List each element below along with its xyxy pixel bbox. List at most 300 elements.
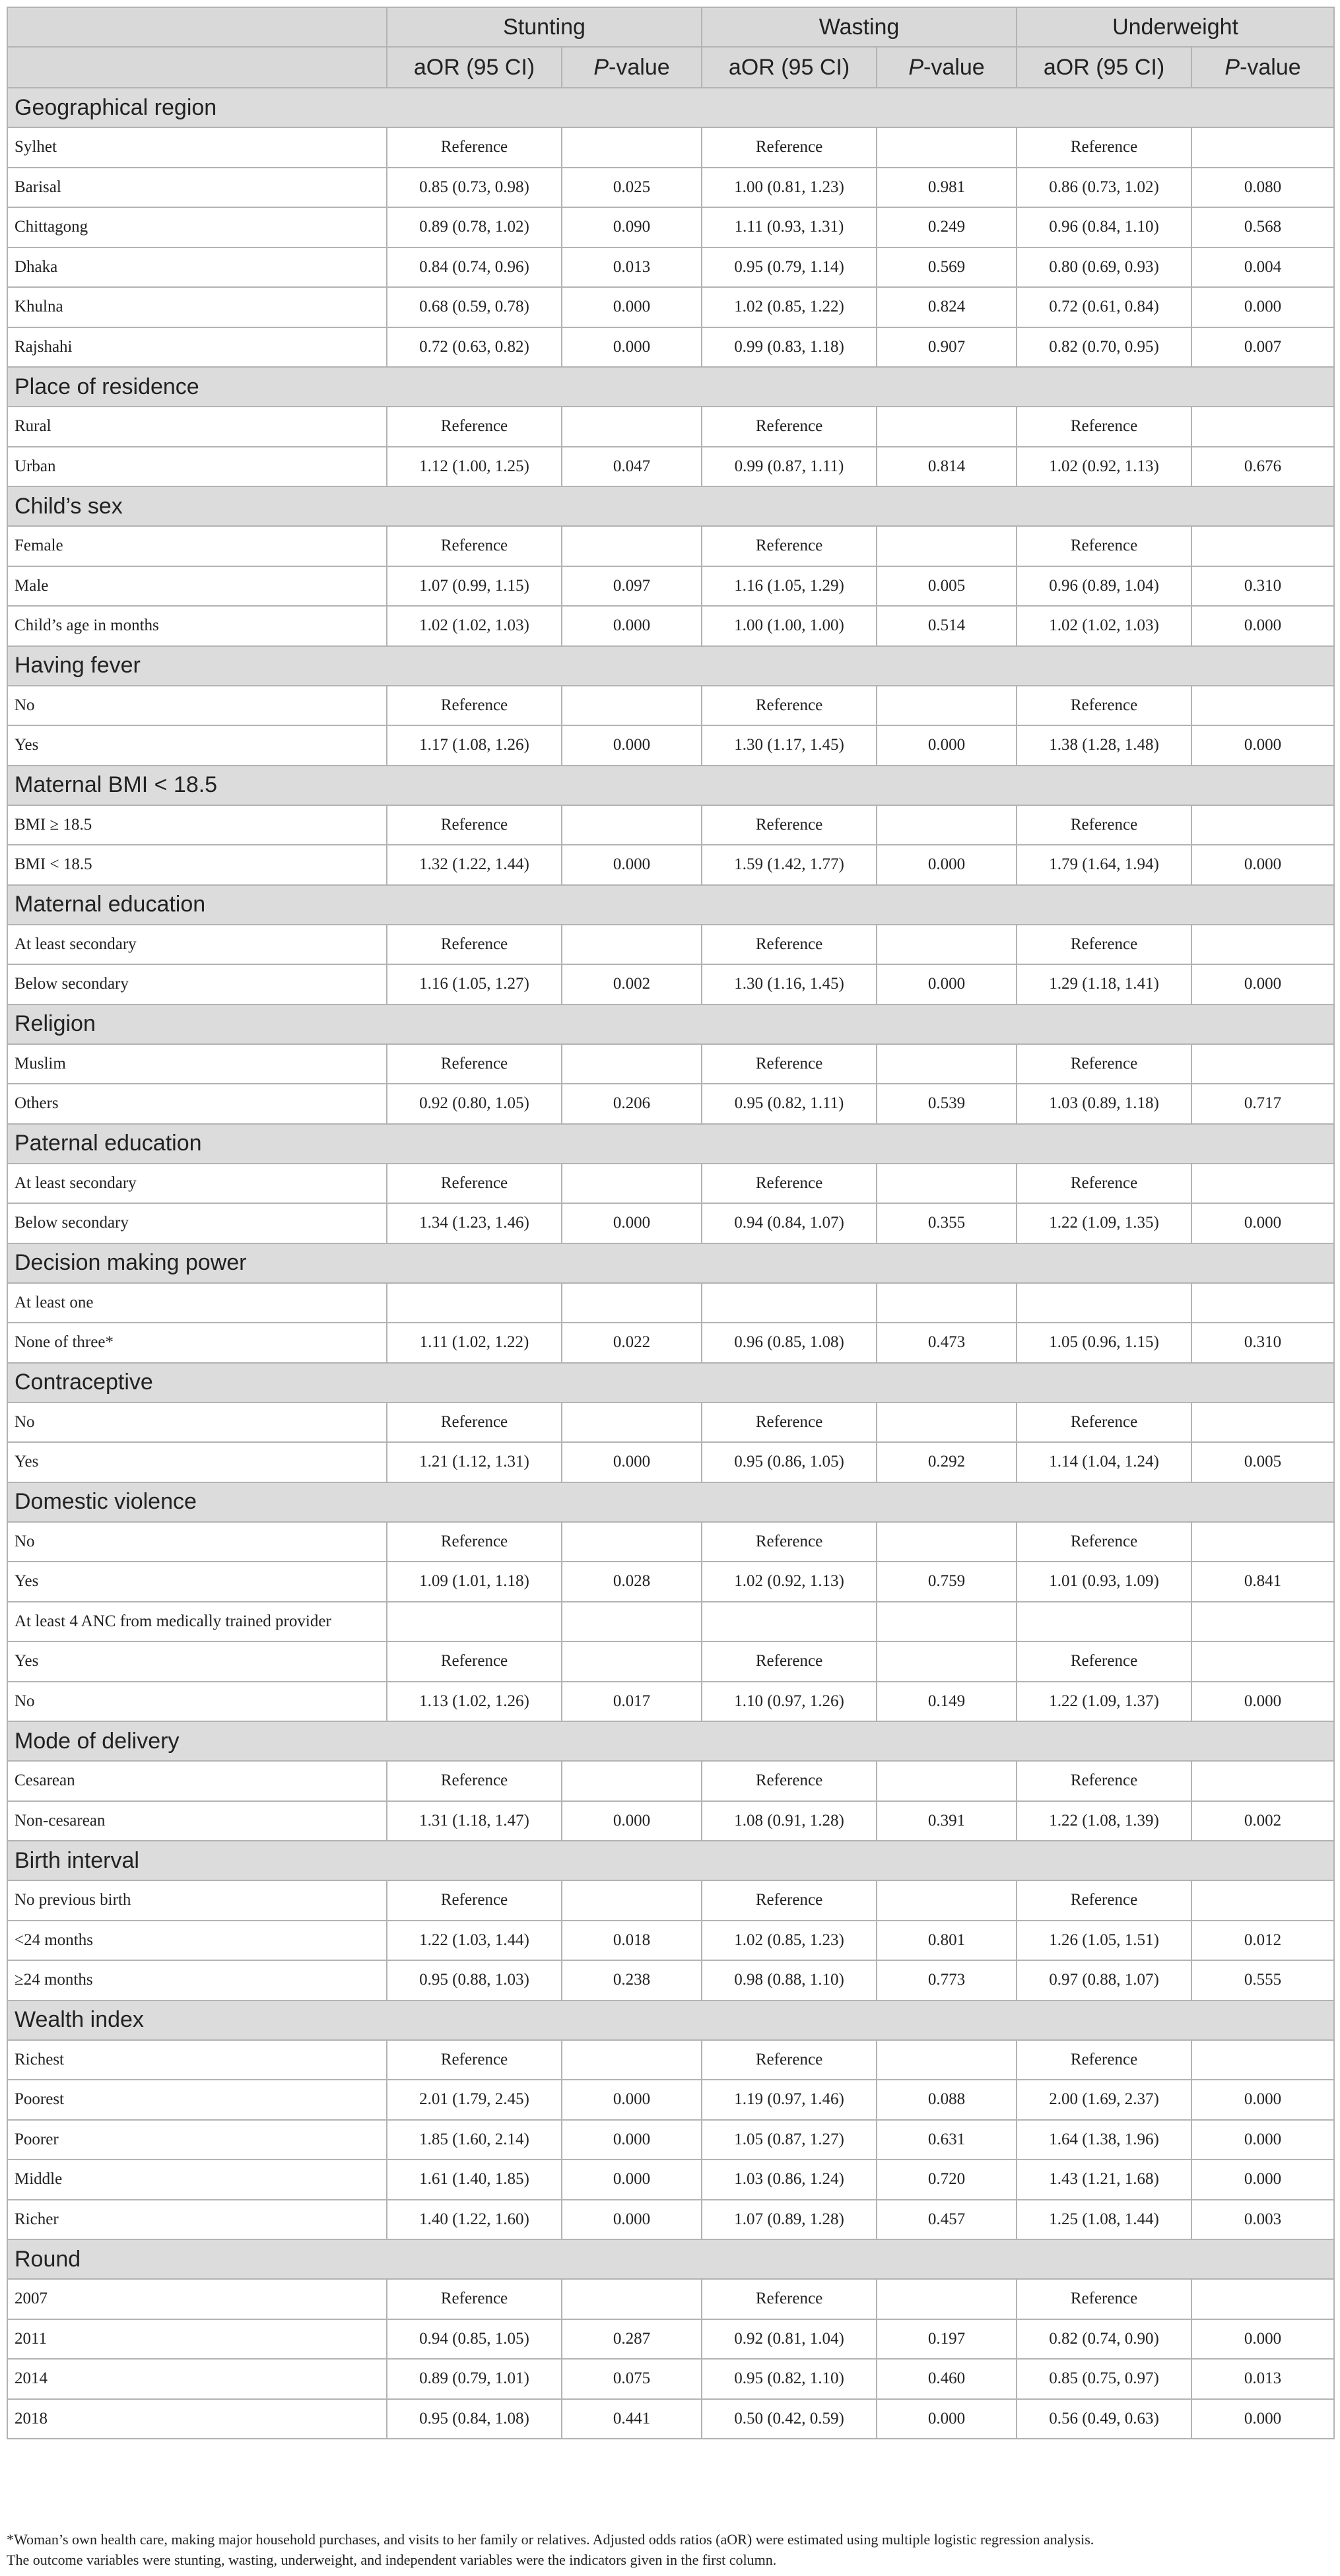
underweight-aor: 1.02 (1.02, 1.03) — [1017, 606, 1191, 646]
underweight-p-value: 0.841 — [1191, 1562, 1334, 1602]
table-row — [7, 127, 1334, 168]
stunting-p-value — [562, 407, 702, 447]
wasting-aor: Reference — [702, 686, 877, 726]
wasting-aor: 1.59 (1.42, 1.77) — [702, 845, 877, 885]
wasting-aor: 0.95 (0.82, 1.10) — [702, 2359, 877, 2399]
stunting-p-value — [562, 1880, 702, 1921]
table-row — [7, 1960, 1334, 2000]
stunting-p-value — [562, 2040, 702, 2080]
wasting-p-value — [877, 1641, 1017, 1682]
header-row-groups — [7, 7, 1334, 47]
table-row — [7, 2120, 1334, 2160]
stunting-aor: Reference — [387, 1403, 562, 1443]
stunting-p-value: 0.000 — [562, 1203, 702, 1243]
wasting-p-value — [877, 686, 1017, 726]
underweight-aor — [1017, 1602, 1191, 1642]
stunting-aor: 0.89 (0.78, 1.02) — [387, 207, 562, 248]
row-label: Male — [7, 566, 387, 607]
wasting-aor: 0.95 (0.79, 1.14) — [702, 248, 877, 288]
stunting-p-value: 0.000 — [562, 2120, 702, 2160]
wasting-p-value: 0.720 — [877, 2160, 1017, 2200]
underweight-p-value: 0.000 — [1191, 2319, 1334, 2360]
stunting-aor: 1.21 (1.12, 1.31) — [387, 1442, 562, 1482]
wasting-p-value: 0.814 — [877, 447, 1017, 487]
underweight-aor: 1.79 (1.64, 1.94) — [1017, 845, 1191, 885]
table-row — [7, 686, 1334, 726]
header-aor: aOR (95 CI) — [702, 47, 877, 88]
row-label: At least one — [7, 1283, 387, 1323]
row-label: At least 4 ANC from medically trained provider — [7, 1602, 387, 1642]
wasting-p-value: 0.907 — [877, 327, 1017, 368]
underweight-p-value — [1191, 407, 1334, 447]
stunting-aor: 1.02 (1.02, 1.03) — [387, 606, 562, 646]
underweight-p-value: 0.676 — [1191, 447, 1334, 487]
wasting-p-value: 0.824 — [877, 287, 1017, 327]
section-header-row — [7, 2239, 1334, 2279]
wasting-p-value: 0.539 — [877, 1084, 1017, 1124]
wasting-p-value: 0.473 — [877, 1323, 1017, 1363]
footnote-line-2: The outcome variables were stunting, wasting, underweight, and independent variables were the indicators given in the first column. — [7, 2552, 777, 2568]
table-row — [7, 1164, 1334, 1204]
table-body — [7, 88, 1334, 2439]
underweight-p-value — [1191, 1761, 1334, 1801]
underweight-p-value: 0.310 — [1191, 566, 1334, 607]
underweight-p-value: 0.000 — [1191, 287, 1334, 327]
underweight-p-value: 0.000 — [1191, 606, 1334, 646]
row-label: Non-cesarean — [7, 1801, 387, 1841]
row-label: Urban — [7, 447, 387, 487]
table-row — [7, 725, 1334, 766]
stunting-p-value — [562, 1403, 702, 1443]
underweight-aor: 0.80 (0.69, 0.93) — [1017, 248, 1191, 288]
stunting-p-value — [562, 686, 702, 726]
wasting-p-value: 0.631 — [877, 2120, 1017, 2160]
underweight-p-value: 0.310 — [1191, 1323, 1334, 1363]
stunting-p-value — [562, 1761, 702, 1801]
wasting-p-value — [877, 2279, 1017, 2319]
section-title: Wealth index — [7, 2000, 1334, 2040]
row-label: Chittagong — [7, 207, 387, 248]
section-title: Religion — [7, 1005, 1334, 1044]
wasting-p-value: 0.149 — [877, 1682, 1017, 1722]
stunting-p-value: 0.238 — [562, 1960, 702, 2000]
section-header-row — [7, 1243, 1334, 1283]
table-row — [7, 1761, 1334, 1801]
underweight-p-value: 0.012 — [1191, 1921, 1334, 1961]
wasting-aor: 1.07 (0.89, 1.28) — [702, 2200, 877, 2240]
section-header-row — [7, 885, 1334, 925]
wasting-aor: Reference — [702, 805, 877, 845]
row-label: No — [7, 1522, 387, 1562]
wasting-aor: 1.02 (0.92, 1.13) — [702, 1562, 877, 1602]
underweight-p-value: 0.002 — [1191, 1801, 1334, 1841]
wasting-p-value: 0.460 — [877, 2359, 1017, 2399]
underweight-p-value — [1191, 127, 1334, 168]
underweight-p-value: 0.007 — [1191, 327, 1334, 368]
underweight-p-value: 0.000 — [1191, 2120, 1334, 2160]
row-label: BMI ≥ 18.5 — [7, 805, 387, 845]
wasting-aor: 0.95 (0.82, 1.11) — [702, 1084, 877, 1124]
table-row — [7, 1203, 1334, 1243]
header-aor: aOR (95 CI) — [387, 47, 562, 88]
wasting-aor: 1.16 (1.05, 1.29) — [702, 566, 877, 607]
underweight-aor: Reference — [1017, 1403, 1191, 1443]
row-label: ≥24 months — [7, 1960, 387, 2000]
wasting-p-value — [877, 1880, 1017, 1921]
table-row — [7, 1084, 1334, 1124]
section-header-row — [7, 1363, 1334, 1403]
stunting-p-value: 0.000 — [562, 2160, 702, 2200]
stunting-aor: Reference — [387, 1164, 562, 1204]
stunting-aor: Reference — [387, 1044, 562, 1084]
stunting-aor: 0.92 (0.80, 1.05) — [387, 1084, 562, 1124]
underweight-aor: Reference — [1017, 686, 1191, 726]
table-row — [7, 566, 1334, 607]
stunting-p-value: 0.000 — [562, 287, 702, 327]
table-row — [7, 2279, 1334, 2319]
table-row — [7, 1921, 1334, 1961]
stunting-aor: 1.11 (1.02, 1.22) — [387, 1323, 562, 1363]
stunting-p-value: 0.075 — [562, 2359, 702, 2399]
underweight-aor: 0.56 (0.49, 0.63) — [1017, 2399, 1191, 2439]
wasting-p-value — [877, 1164, 1017, 1204]
underweight-p-value: 0.568 — [1191, 207, 1334, 248]
underweight-p-value: 0.005 — [1191, 1442, 1334, 1482]
stunting-aor: 0.95 (0.84, 1.08) — [387, 2399, 562, 2439]
stunting-aor: 1.31 (1.18, 1.47) — [387, 1801, 562, 1841]
underweight-aor: Reference — [1017, 1164, 1191, 1204]
stunting-aor: 1.22 (1.03, 1.44) — [387, 1921, 562, 1961]
stunting-aor: 0.94 (0.85, 1.05) — [387, 2319, 562, 2360]
table-row — [7, 1801, 1334, 1841]
wasting-p-value: 0.000 — [877, 964, 1017, 1005]
underweight-p-value: 0.000 — [1191, 1203, 1334, 1243]
section-header-row — [7, 1124, 1334, 1164]
stunting-aor: 1.09 (1.01, 1.18) — [387, 1562, 562, 1602]
table-row — [7, 1442, 1334, 1482]
wasting-p-value: 0.000 — [877, 725, 1017, 766]
stunting-p-value: 0.047 — [562, 447, 702, 487]
row-label: 2007 — [7, 2279, 387, 2319]
underweight-aor: 0.96 (0.89, 1.04) — [1017, 566, 1191, 607]
stunting-p-value: 0.090 — [562, 207, 702, 248]
table-row — [7, 1403, 1334, 1443]
row-label: Cesarean — [7, 1761, 387, 1801]
wasting-aor: 1.00 (1.00, 1.00) — [702, 606, 877, 646]
underweight-aor: 2.00 (1.69, 2.37) — [1017, 2080, 1191, 2120]
table-row — [7, 1880, 1334, 1921]
stunting-aor: Reference — [387, 1880, 562, 1921]
stunting-p-value — [562, 805, 702, 845]
table-row — [7, 2399, 1334, 2439]
wasting-aor: 0.99 (0.83, 1.18) — [702, 327, 877, 368]
wasting-p-value — [877, 1044, 1017, 1084]
stunting-aor: Reference — [387, 925, 562, 965]
header-p-value: P-value — [1191, 47, 1334, 88]
section-header-row — [7, 88, 1334, 127]
underweight-p-value — [1191, 1880, 1334, 1921]
wasting-p-value — [877, 1403, 1017, 1443]
wasting-p-value — [877, 925, 1017, 965]
wasting-p-value — [877, 526, 1017, 566]
underweight-p-value: 0.000 — [1191, 2160, 1334, 2200]
row-label: Sylhet — [7, 127, 387, 168]
header-p-value: P-value — [562, 47, 702, 88]
wasting-p-value: 0.088 — [877, 2080, 1017, 2120]
stunting-aor: Reference — [387, 1761, 562, 1801]
underweight-aor: Reference — [1017, 1761, 1191, 1801]
results-table-container — [7, 7, 1333, 2439]
underweight-p-value: 0.717 — [1191, 1084, 1334, 1124]
stunting-p-value: 0.000 — [562, 2080, 702, 2120]
wasting-p-value: 0.005 — [877, 566, 1017, 607]
underweight-p-value — [1191, 686, 1334, 726]
section-header-row — [7, 766, 1334, 805]
section-header-row — [7, 1005, 1334, 1044]
row-label: No previous birth — [7, 1880, 387, 1921]
stunting-aor: Reference — [387, 127, 562, 168]
table-row — [7, 964, 1334, 1005]
stunting-p-value — [562, 1522, 702, 1562]
table-row — [7, 526, 1334, 566]
wasting-p-value — [877, 407, 1017, 447]
wasting-aor: Reference — [702, 2040, 877, 2080]
stunting-p-value: 0.013 — [562, 248, 702, 288]
stunting-aor: 0.68 (0.59, 0.78) — [387, 287, 562, 327]
wasting-p-value: 0.514 — [877, 606, 1017, 646]
wasting-p-value — [877, 805, 1017, 845]
underweight-aor: 1.03 (0.89, 1.18) — [1017, 1084, 1191, 1124]
stunting-p-value: 0.441 — [562, 2399, 702, 2439]
section-title: Geographical region — [7, 88, 1334, 127]
wasting-p-value: 0.000 — [877, 845, 1017, 885]
wasting-aor: Reference — [702, 925, 877, 965]
table-footnote — [7, 2529, 1333, 2570]
section-header-row — [7, 2000, 1334, 2040]
row-label: Richer — [7, 2200, 387, 2240]
table-row — [7, 447, 1334, 487]
stunting-aor: 1.16 (1.05, 1.27) — [387, 964, 562, 1005]
row-label: Others — [7, 1084, 387, 1124]
table-row — [7, 168, 1334, 208]
wasting-aor: 0.50 (0.42, 0.59) — [702, 2399, 877, 2439]
stunting-p-value — [562, 925, 702, 965]
underweight-p-value — [1191, 1044, 1334, 1084]
table-header — [7, 7, 1334, 88]
underweight-aor: Reference — [1017, 805, 1191, 845]
underweight-p-value — [1191, 2279, 1334, 2319]
wasting-aor — [702, 1283, 877, 1323]
row-label: Poorest — [7, 2080, 387, 2120]
section-title: Decision making power — [7, 1243, 1334, 1283]
section-title: Maternal BMI < 18.5 — [7, 766, 1334, 805]
stunting-aor: 1.85 (1.60, 2.14) — [387, 2120, 562, 2160]
underweight-aor: 1.14 (1.04, 1.24) — [1017, 1442, 1191, 1482]
section-header-row — [7, 1482, 1334, 1522]
underweight-aor: 1.29 (1.18, 1.41) — [1017, 964, 1191, 1005]
wasting-aor: 0.94 (0.84, 1.07) — [702, 1203, 877, 1243]
wasting-aor: 0.95 (0.86, 1.05) — [702, 1442, 877, 1482]
underweight-aor: Reference — [1017, 2040, 1191, 2080]
stunting-p-value — [562, 1044, 702, 1084]
footnote-line-1: *Woman’s own health care, making major household purchases, and visits to her family or relatives. Adjusted odds ratios (aOR) were estimated using multiple logistic regression analysis. — [7, 2531, 1094, 2548]
section-title: Contraceptive — [7, 1363, 1334, 1403]
row-label: No — [7, 686, 387, 726]
table-row — [7, 1602, 1334, 1642]
table-row — [7, 1044, 1334, 1084]
wasting-p-value — [877, 1761, 1017, 1801]
wasting-p-value — [877, 127, 1017, 168]
row-label: Rajshahi — [7, 327, 387, 368]
stunting-p-value — [562, 2279, 702, 2319]
underweight-p-value — [1191, 1522, 1334, 1562]
table-row — [7, 1562, 1334, 1602]
table-row — [7, 606, 1334, 646]
stunting-p-value: 0.287 — [562, 2319, 702, 2360]
wasting-aor: Reference — [702, 127, 877, 168]
underweight-p-value — [1191, 2040, 1334, 2080]
underweight-p-value: 0.000 — [1191, 845, 1334, 885]
table-row — [7, 407, 1334, 447]
wasting-p-value: 0.801 — [877, 1921, 1017, 1961]
stunting-aor: 0.95 (0.88, 1.03) — [387, 1960, 562, 2000]
section-header-row — [7, 646, 1334, 686]
wasting-aor: 1.11 (0.93, 1.31) — [702, 207, 877, 248]
stunting-p-value: 0.000 — [562, 327, 702, 368]
row-label: Richest — [7, 2040, 387, 2080]
table-row — [7, 248, 1334, 288]
stunting-p-value: 0.000 — [562, 1801, 702, 1841]
underweight-p-value: 0.080 — [1191, 168, 1334, 208]
wasting-p-value: 0.981 — [877, 168, 1017, 208]
row-label: Yes — [7, 725, 387, 766]
wasting-p-value — [877, 2040, 1017, 2080]
stunting-p-value: 0.025 — [562, 168, 702, 208]
section-title: Round — [7, 2239, 1334, 2279]
stunting-aor: 2.01 (1.79, 2.45) — [387, 2080, 562, 2120]
stunting-p-value — [562, 1164, 702, 1204]
stunting-aor: 0.84 (0.74, 0.96) — [387, 248, 562, 288]
row-label: Dhaka — [7, 248, 387, 288]
underweight-aor: Reference — [1017, 1880, 1191, 1921]
section-title: Having fever — [7, 646, 1334, 686]
stunting-p-value — [562, 526, 702, 566]
underweight-p-value — [1191, 1602, 1334, 1642]
underweight-aor: 0.82 (0.74, 0.90) — [1017, 2319, 1191, 2360]
stunting-p-value: 0.002 — [562, 964, 702, 1005]
header-p-value: P-value — [877, 47, 1017, 88]
row-label: 2011 — [7, 2319, 387, 2360]
underweight-aor: 1.38 (1.28, 1.48) — [1017, 725, 1191, 766]
underweight-p-value: 0.000 — [1191, 725, 1334, 766]
underweight-p-value: 0.004 — [1191, 248, 1334, 288]
underweight-aor: 1.22 (1.09, 1.35) — [1017, 1203, 1191, 1243]
stunting-p-value: 0.000 — [562, 1442, 702, 1482]
table-row — [7, 1522, 1334, 1562]
wasting-aor: 1.30 (1.17, 1.45) — [702, 725, 877, 766]
row-label: Below secondary — [7, 964, 387, 1005]
row-label: No — [7, 1403, 387, 1443]
underweight-p-value — [1191, 1164, 1334, 1204]
header-underweight: Underweight — [1017, 7, 1334, 47]
wasting-aor — [702, 1602, 877, 1642]
wasting-p-value: 0.569 — [877, 248, 1017, 288]
stunting-aor — [387, 1602, 562, 1642]
underweight-aor: Reference — [1017, 526, 1191, 566]
underweight-aor: 0.86 (0.73, 1.02) — [1017, 168, 1191, 208]
table-row — [7, 1682, 1334, 1722]
underweight-aor: Reference — [1017, 1522, 1191, 1562]
row-label: Poorer — [7, 2120, 387, 2160]
stunting-aor: 1.40 (1.22, 1.60) — [387, 2200, 562, 2240]
underweight-p-value — [1191, 526, 1334, 566]
underweight-aor: 1.05 (0.96, 1.15) — [1017, 1323, 1191, 1363]
stunting-aor: Reference — [387, 1522, 562, 1562]
stunting-aor: 0.89 (0.79, 1.01) — [387, 2359, 562, 2399]
underweight-aor: Reference — [1017, 1641, 1191, 1682]
wasting-aor: 0.98 (0.88, 1.10) — [702, 1960, 877, 2000]
underweight-p-value: 0.000 — [1191, 964, 1334, 1005]
section-header-row — [7, 367, 1334, 407]
row-label: 2014 — [7, 2359, 387, 2399]
wasting-p-value: 0.759 — [877, 1562, 1017, 1602]
stunting-aor: 1.07 (0.99, 1.15) — [387, 566, 562, 607]
stunting-p-value: 0.000 — [562, 725, 702, 766]
underweight-aor: 0.85 (0.75, 0.97) — [1017, 2359, 1191, 2399]
stunting-aor: Reference — [387, 2040, 562, 2080]
table-row — [7, 845, 1334, 885]
stunting-p-value: 0.022 — [562, 1323, 702, 1363]
underweight-aor: 0.96 (0.84, 1.10) — [1017, 207, 1191, 248]
row-label: Middle — [7, 2160, 387, 2200]
header-blank-cell — [7, 7, 387, 47]
header-stunting: Stunting — [387, 7, 702, 47]
underweight-aor: 1.22 (1.08, 1.39) — [1017, 1801, 1191, 1841]
section-title: Birth interval — [7, 1841, 1334, 1880]
wasting-aor: Reference — [702, 1522, 877, 1562]
stunting-aor: 1.17 (1.08, 1.26) — [387, 725, 562, 766]
stunting-aor: 1.32 (1.22, 1.44) — [387, 845, 562, 885]
wasting-aor: Reference — [702, 1044, 877, 1084]
wasting-aor: Reference — [702, 1403, 877, 1443]
wasting-p-value: 0.391 — [877, 1801, 1017, 1841]
wasting-aor: 0.99 (0.87, 1.11) — [702, 447, 877, 487]
stunting-p-value — [562, 1641, 702, 1682]
stunting-aor: 1.12 (1.00, 1.25) — [387, 447, 562, 487]
regression-table — [7, 7, 1335, 2439]
underweight-aor: 1.26 (1.05, 1.51) — [1017, 1921, 1191, 1961]
underweight-p-value — [1191, 925, 1334, 965]
wasting-aor: Reference — [702, 1164, 877, 1204]
underweight-aor: 1.25 (1.08, 1.44) — [1017, 2200, 1191, 2240]
stunting-aor: 0.85 (0.73, 0.98) — [387, 168, 562, 208]
underweight-aor: 0.97 (0.88, 1.07) — [1017, 1960, 1191, 2000]
wasting-aor: 1.02 (0.85, 1.22) — [702, 287, 877, 327]
wasting-aor: Reference — [702, 1761, 877, 1801]
stunting-p-value: 0.000 — [562, 2200, 702, 2240]
stunting-aor: Reference — [387, 526, 562, 566]
section-header-row — [7, 1841, 1334, 1880]
table-row — [7, 287, 1334, 327]
wasting-aor: 1.05 (0.87, 1.27) — [702, 2120, 877, 2160]
stunting-aor: Reference — [387, 805, 562, 845]
wasting-aor: Reference — [702, 2279, 877, 2319]
row-label: At least secondary — [7, 1164, 387, 1204]
table-row — [7, 925, 1334, 965]
stunting-p-value — [562, 127, 702, 168]
underweight-aor: 1.01 (0.93, 1.09) — [1017, 1562, 1191, 1602]
section-title: Mode of delivery — [7, 1721, 1334, 1761]
